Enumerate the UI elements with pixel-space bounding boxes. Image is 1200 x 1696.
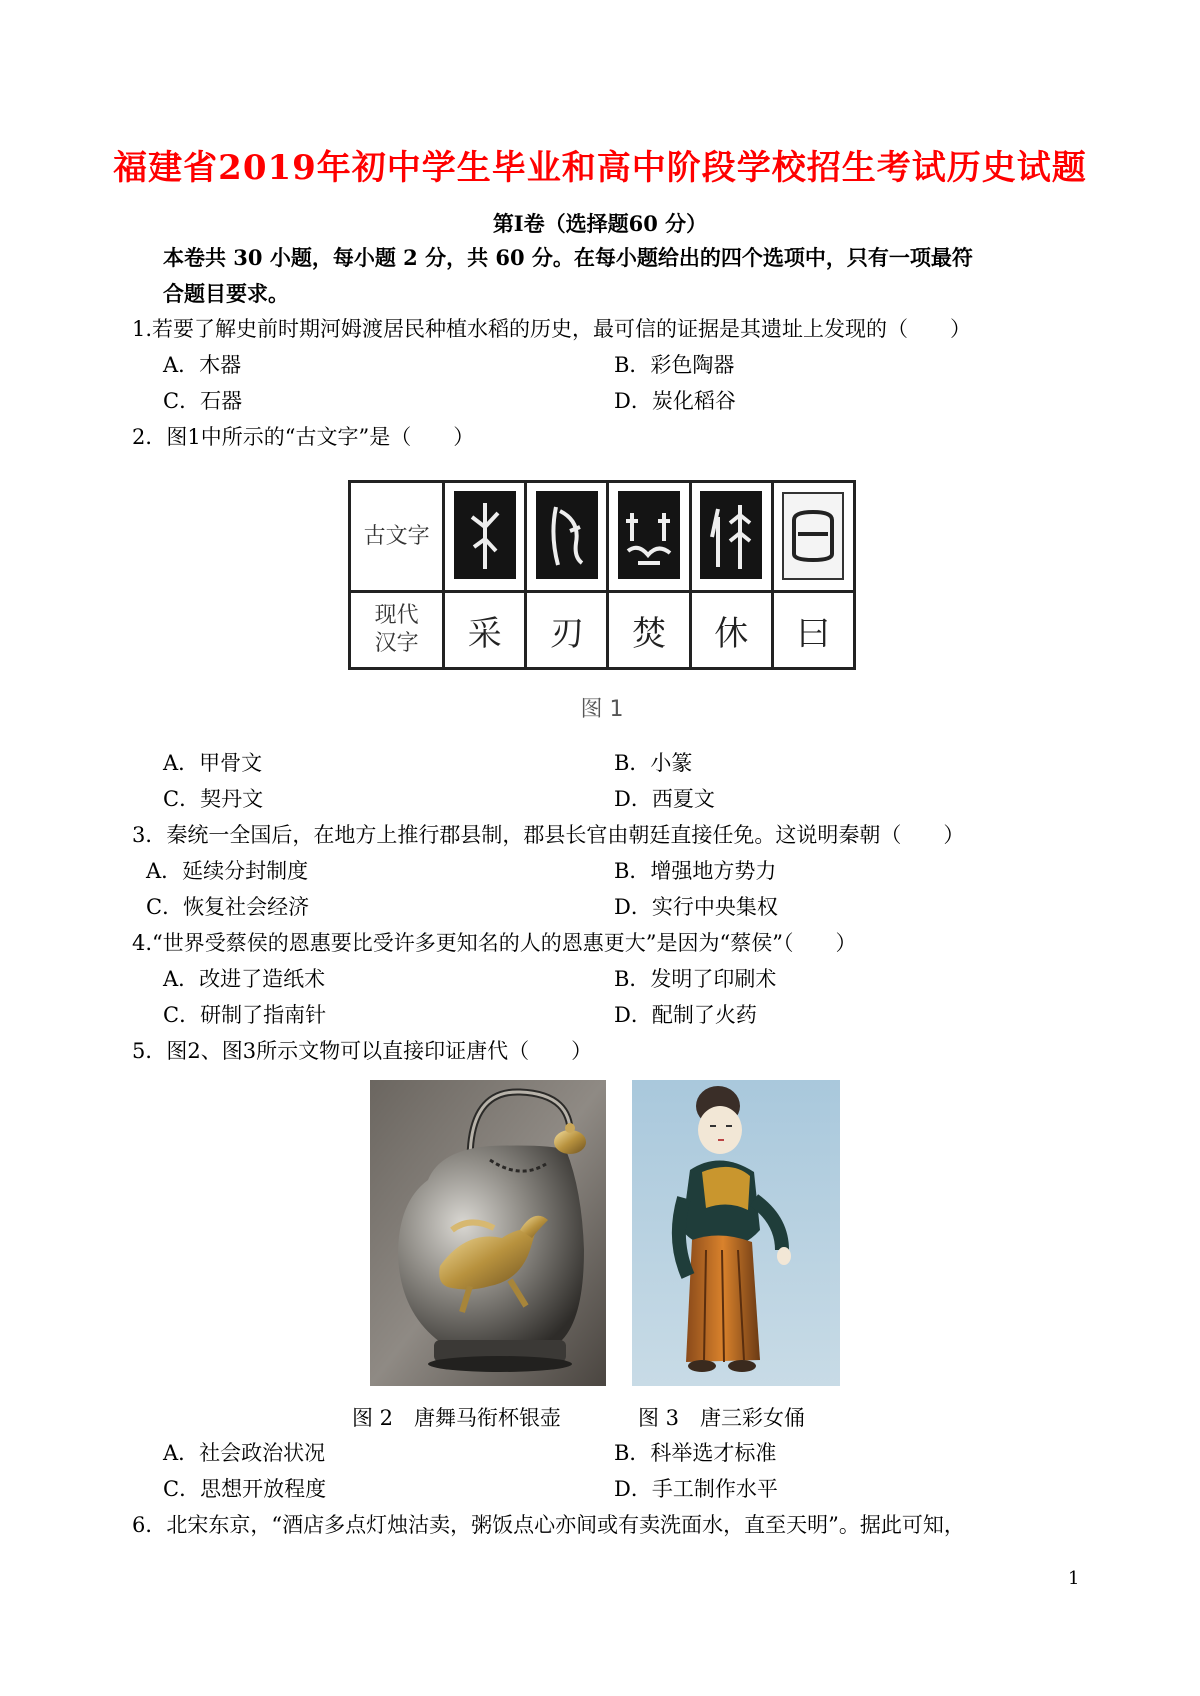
modern-chars-label-line-1: 现代 [374, 603, 419, 628]
question-4-option-c[interactable]: C．研制了指南针 [163, 1003, 327, 1027]
section-heading: 第Ⅰ卷（选择题60 分） [492, 211, 708, 236]
question-6-stem: 6．北宋东京，“酒店多点灯烛沽卖，粥饭点心亦间或有卖洗面水，直至天明”。据此可知， [132, 1513, 965, 1537]
question-3-option-d[interactable]: D．实行中央集权 [614, 895, 778, 919]
question-3-option-b[interactable]: B．增强地方势力 [614, 859, 777, 883]
modern-chars-label [350, 592, 444, 669]
figure-1-caption: 图 1 [580, 697, 624, 722]
question-5-option-d[interactable]: D．手工制作水平 [614, 1477, 778, 1501]
question-4-stem: 4.“世界受蔡侯的恩惠要比受许多更知名的人的恩惠更大”是因为“蔡侯”（ ） [132, 931, 857, 955]
ancient-glyph-1-icon [454, 491, 516, 579]
figure-1-table [348, 480, 856, 670]
question-1-option-d[interactable]: D．炭化稻谷 [614, 389, 736, 413]
modern-char-4: 休 [690, 592, 772, 669]
question-4-option-b[interactable]: B．发明了印刷术 [614, 967, 777, 991]
question-1-option-c[interactable]: C．石器 [163, 389, 243, 413]
question-4-option-a[interactable]: A．改进了造纸术 [163, 967, 326, 991]
silver-pot-photo [370, 1080, 606, 1386]
question-2-option-d[interactable]: D．西夏文 [614, 787, 715, 811]
modern-char-5: 曰 [772, 592, 854, 669]
figure-3-caption: 图 3 唐三彩女俑 [638, 1406, 806, 1430]
ancient-script-label: 古文字 [350, 482, 444, 592]
question-4-option-d[interactable]: D．配制了火药 [614, 1003, 757, 1027]
modern-char-3: 焚 [608, 592, 690, 669]
ancient-glyph-5-icon [782, 492, 844, 580]
question-2-option-b[interactable]: B．小篆 [614, 751, 693, 775]
question-5-stem: 5．图2、图3所示文物可以直接印证唐代（ ） [132, 1039, 593, 1063]
question-2-stem: 2．图1中所示的“古文字”是（ ） [132, 425, 475, 449]
question-3-option-c[interactable]: C．恢复社会经济 [146, 895, 310, 919]
sancai-figurine-photo [632, 1080, 840, 1386]
question-1-option-a[interactable]: A．木器 [163, 353, 242, 377]
modern-char-1: 采 [444, 592, 526, 669]
modern-chars-label-line-2: 汉字 [374, 631, 419, 656]
instruction-line-1: 本卷共 30 小题，每小题 2 分，共 60 分。在每小题给出的四个选项中，只有一项最符 [163, 245, 973, 270]
exam-title: 福建省2019年初中学生毕业和高中阶段学校招生考试历史试题 [113, 148, 1087, 188]
modern-char-2: 刃 [526, 592, 608, 669]
question-5-option-a[interactable]: A．社会政治状况 [163, 1441, 326, 1465]
page-number: 1 [1068, 1568, 1080, 1589]
question-1-option-b[interactable]: B．彩色陶器 [614, 353, 735, 377]
figure-2-caption: 图 2 唐舞马衔杯银壶 [352, 1406, 562, 1430]
question-3-option-a[interactable]: A．延续分封制度 [146, 859, 309, 883]
question-5-option-b[interactable]: B．科举选才标准 [614, 1441, 777, 1465]
question-5-option-c[interactable]: C．思想开放程度 [163, 1477, 327, 1501]
question-2-option-a[interactable]: A．甲骨文 [163, 751, 263, 775]
ancient-glyph-4-icon [700, 491, 762, 579]
ancient-glyph-3-icon [618, 491, 680, 579]
instruction-line-2: 合题目要求。 [163, 281, 289, 306]
question-3-stem: 3．秦统一全国后，在地方上推行郡县制，郡县长官由朝廷直接任免。这说明秦朝（ ） [132, 823, 965, 847]
question-1-stem: 1.若要了解史前时期河姆渡居民种植水稻的历史，最可信的证据是其遗址上发现的（ ） [132, 317, 972, 341]
ancient-glyph-2-icon [536, 491, 598, 579]
question-2-option-c[interactable]: C．契丹文 [163, 787, 264, 811]
